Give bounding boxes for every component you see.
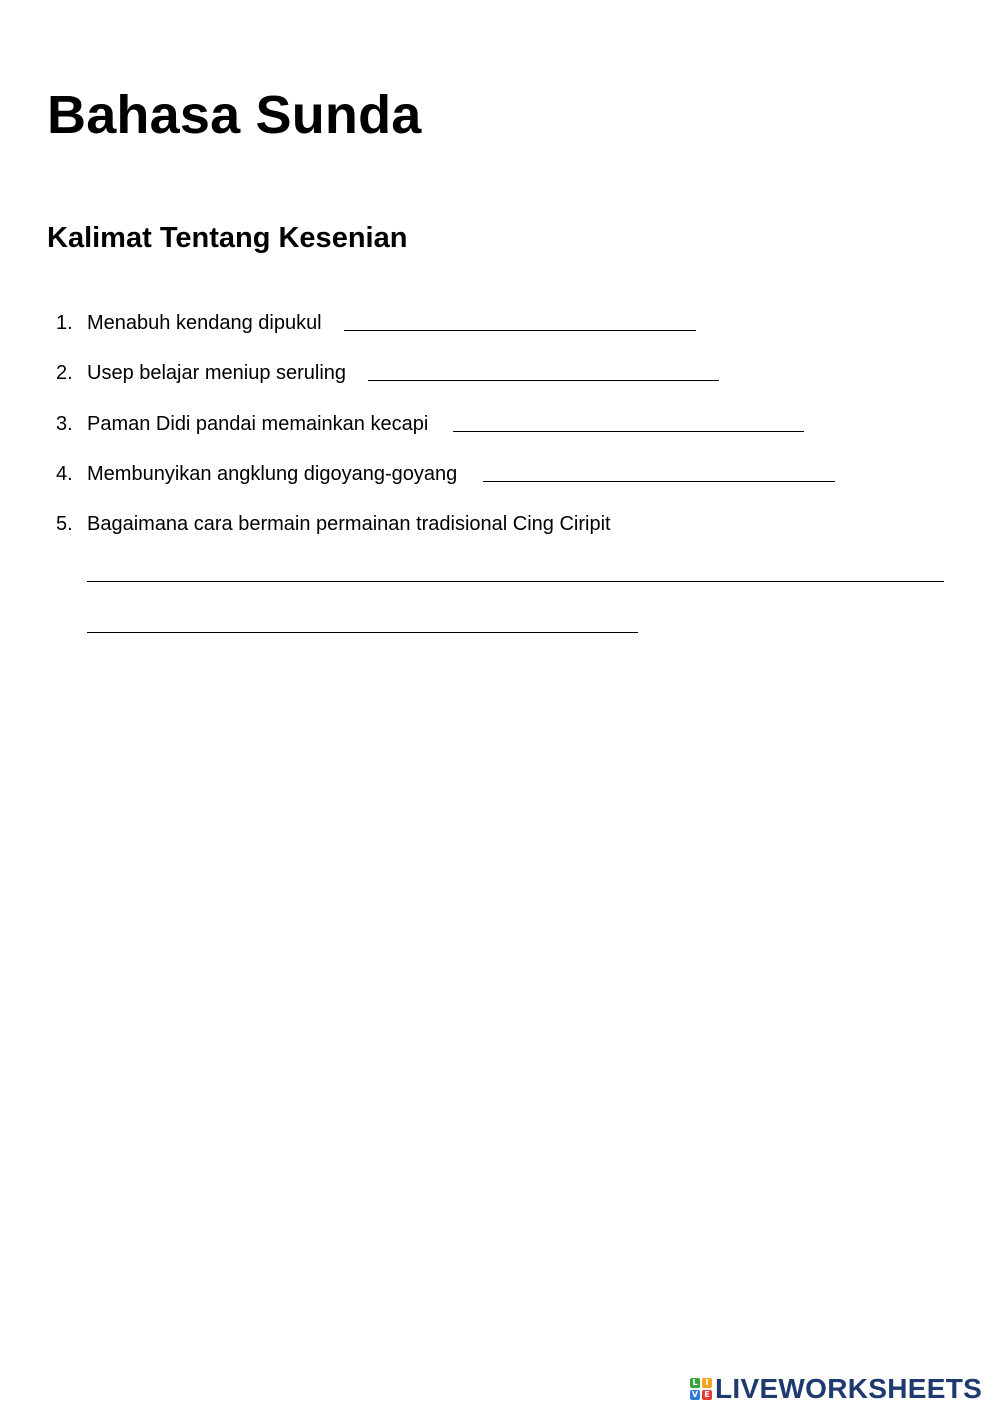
- page-title: Bahasa Sunda: [47, 85, 422, 145]
- logo-tile-e: E: [702, 1390, 712, 1400]
- liveworksheets-logo-icon: [690, 1378, 712, 1400]
- question-text: Usep belajar meniup seruling: [87, 362, 347, 384]
- answer-blank-4[interactable]: [483, 481, 835, 482]
- answer-blank-5b[interactable]: [87, 632, 638, 633]
- answer-blank-2[interactable]: [368, 380, 719, 381]
- question-number: 2.: [56, 362, 73, 384]
- question-number: 4.: [56, 463, 73, 485]
- question-text: Paman Didi pandai memainkan kecapi: [87, 413, 429, 435]
- question-number: 1.: [56, 312, 73, 334]
- logo-tile-i: I: [702, 1378, 712, 1388]
- question-number: 5.: [56, 513, 73, 535]
- logo-wordmark: LIVEWORKSHEETS: [715, 1373, 983, 1404]
- logo-tile-v: V: [691, 1390, 699, 1399]
- liveworksheets-logo: [690, 1372, 982, 1406]
- answer-blank-5a[interactable]: [87, 581, 944, 582]
- logo-tile-l: L: [690, 1378, 700, 1388]
- answer-blank-1[interactable]: [344, 330, 696, 331]
- question-text: Bagaimana cara bermain permainan tradisional Cing Ciripit: [87, 513, 611, 535]
- question-number: 3.: [56, 413, 73, 435]
- question-text: Menabuh kendang dipukul: [87, 312, 322, 334]
- question-text: Membunyikan angklung digoyang-goyang: [87, 463, 458, 485]
- section-subtitle: Kalimat Tentang Kesenian: [47, 222, 408, 254]
- answer-blank-3[interactable]: [453, 431, 804, 432]
